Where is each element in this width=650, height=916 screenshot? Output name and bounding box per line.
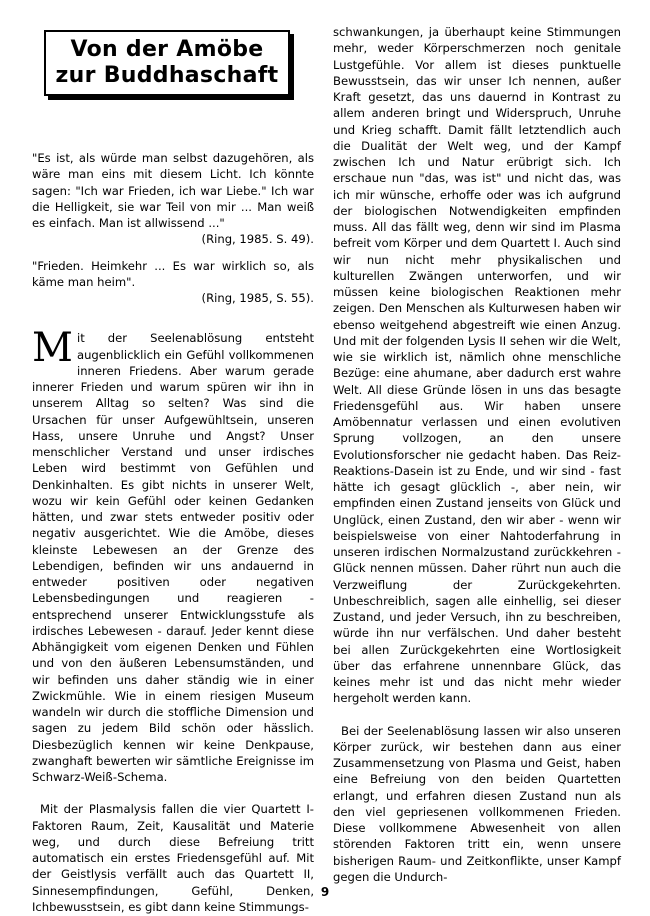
paragraph-1-text: it der Seelenablösung entsteht augenblicklich ein Gefühl vollkommenen inneren Friedens. Aber warum gerade innerer Frieden und warum spüren wir ihn in unserem Alltag so selten? Was sind die Ursachen für unser Aufgewühltsein, unseren Hass, unsere Unruhe und Angst? Unser menschlicher Verstand und unser irdisches Leben wird bestimmt von Gefühlen und Denkinhalten. Es gibt nichts in unserer Welt, wozu wir kein Gefühl oder keinen Gedanken hätten, und zwar stets entweder positiv oder negativ ausgerichtet. Wie die Amöbe, dieses kleinste Lebewesen an der Grenze des Lebendigen, befinden wir uns andauernd in entweder positiven oder negativen Lebensbedingungen und reagieren - entsprechend unserer Entwicklungsstufe als irdisches Lebewesen - darauf. Jeder kennt diese Abhängigkeit vom eigenen Denken und Fühlen und von den äußeren Lebensumständen, und wir befinden uns daher ständig wie in einer Zwickmühle. Wie in einem riesigen Museum wandeln wir durch die stoffliche Dimension und sagen zu jedem Bild schön oder hässlich. Diesbezüglich kennen wir keine Denkpause, zwanghaft bewerten wir sämtliche Ereignisse im Schwarz-Weiß-Schema. [32, 331, 314, 784]
paragraph-4: Bei der Seelenablösung lassen wir also unseren Körper zurück, wir bestehen dann aus einer Zusammensetzung von Plasma und Geist, haben eine Befreiung von den beiden Quartetten erlangt, und erfahren diesen Zustand nun als den viel gepriesenen vollkommenen Frieden. Diese vollkommene Abwesenheit von allen störenden Faktoren tritt ein, wenn unsere bisherigen Raum- und Zeitkonflikte, unser Kampf gegen die Undurch- [333, 723, 621, 884]
quote-2 [32, 258, 314, 307]
quote-1 [32, 150, 314, 248]
quote-1-citation: (Ring, 1985. S. 49). [201, 232, 314, 247]
paragraph-1 [32, 325, 314, 785]
title-line-1: Von der Amöbe [70, 37, 264, 62]
page-number: 9 [320, 885, 330, 899]
paragraph-3: schwankungen, ja überhaupt keine Stimmungen mehr, weder Körperschmerzen noch genitale Lustgefühle. Vor allem ist dieses punktuelle Bewusstsein, das wir unser Ich nennen, außer Kraft gesetzt, das uns dauernd in Kontrast zu allem anderen bringt und Widerspruch, Unruhe und Krieg schafft. Damit fällt letztendlich auch die Dualität der Welt weg, und der Kampf zwischen Ich und Natur erübrigt sich. Ich erschaue nun "das, was ist" und nicht das, was ich mir wünsche, erhoffe oder was ich aufgrund der biologischen Notwendigkeiten empfinden muss. All das fällt weg, denn wir sind im Plasma befreit vom Körper und dem Quartett I. Auch sind wir nun nicht mehr physikalischen und kulturellen Zwängen unterworfen, und wir müssen keine biologischen Reaktionen mehr zeigen. Den Menschen als Kulturwesen haben wir ebenso weitgehend abgestreift wie einen Anzug. Und mit der folgenden Lysis II sehen wir die Welt, wie sie wirklich ist, nämlich ohne menschliche Bezüge: eine ahumane, aber dadurch erst wahre Welt. All diese Gründe lösen in uns das besagte Friedensgefühl aus. Wir haben unsere Amöbennatur verlassen und einen evolutiven Sprung vollzogen, an den unsere Evolutionsforscher nie gedacht haben. Das Reiz-Reaktions-Dasein ist zu Ende, und wir sind - fast hätte ich gesagt glücklich -, aber nein, wir empfinden einen Zustand jenseits von Glück und Unglück, einen Zustand, den wir aber - wenn wir beispielsweise von einer Nahtoderfahrung in unseren irdischen Normalzustand zurückkehren - Glück nennen müssen. Daher rührt nun auch die Verzweiflung der Zurückgekehrten. Unbeschreiblich, sagen alle einhellig, sei dieser Zustand, und jeder Versuch, ihn zu beschreiben, würde ihn nur verfälschen. Und daher besteht bei allen Zurückgekehrten eine Wortlosigkeit über das erfahrene unnennbare Glück, das keines mehr ist und das nicht mehr wieder hergeholt werden kann. [333, 25, 621, 706]
title-box [44, 30, 290, 96]
left-column [32, 150, 314, 915]
title-frame [44, 30, 294, 100]
quote-2-text: "Frieden. Heimkehr ... Es war wirklich so, als käme man heim". [32, 258, 314, 289]
right-column [333, 24, 621, 885]
quote-2-citation: (Ring, 1985, S. 55). [201, 291, 314, 305]
paragraph-2: Mit der Plasmalysis fallen die vier Quartett I-Faktoren Raum, Zeit, Kausalität und Materie weg, und durch diese Befreiung tritt automatisch ein erstes Friedensgefühl auf. Mit der Geistlysis verfällt auch das Quartett II, Sinnesempfindungen, Gefühl, Denken, Ichbewusstsein, es gibt dann keine Stimmungs- [32, 802, 314, 914]
title-line-2: zur Buddhaschaft [55, 63, 279, 88]
drop-cap: M [32, 325, 73, 372]
quote-1-text: "Es ist, als würde man selbst dazugehören, als wäre man eins mit diesem Licht. Ich könnte sagen: "Ich war Frieden, ich war Liebe." Ich war die Helligkeit, sie war Teil von mir ... Man weiß es einfach. Man ist allwissend ..." [32, 151, 314, 230]
